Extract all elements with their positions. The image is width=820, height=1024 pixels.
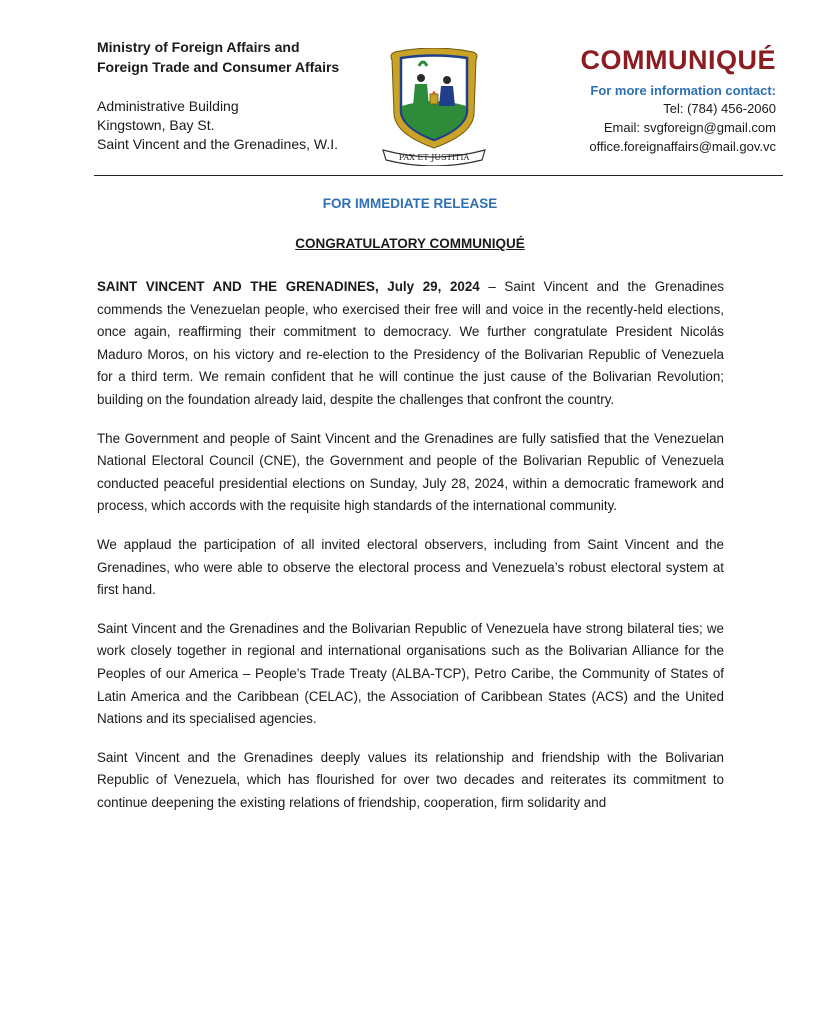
document-subject: CONGRATULATORY COMMUNIQUÉ [295,236,525,251]
dateline: SAINT VINCENT AND THE GRENADINES, July 29, 2024 [97,279,480,294]
crest-motto: PAX ET JUSTITIA [398,153,470,162]
paragraph-3: We applaud the participation of all invited electoral observers, including from Saint Vincent and the Grenadines, who were able to observe the electoral process and Venezuela’s robust electoral system at first hand. [97,536,724,598]
contact-email-primary: Email: svgforeign@gmail.com [603,120,776,135]
address-line3: Saint Vincent and the Grenadines, W.I. [97,136,339,152]
paragraph-1 [97,276,724,412]
paragraph-2: The Government and people of Saint Vincent and the Grenadines are fully satisfied that the Venezuelan National Electoral Council (CNE), the Government and people of the Bolivarian Republic of Venezuela conducted peaceful presidential elections on Sunday, July 28, 2024, within a democratic framework and process, which accords with the requisite high standards of the international community. [97,430,724,514]
contact-email-secondary: office.foreignaffairs@mail.gov.vc [589,139,776,154]
paragraph-4: Saint Vincent and the Grenadines and the Bolivarian Republic of Venezuela have strong bilateral ties; we work closely together in regional and international organisations such as the Bolivarian Alliance for the Peoples of our America – People’s Trade Treaty (ALBA-TCP), Petro Caribe, the Community of States of Latin America and the Caribbean (CELAC), the Association of Caribbean States (ACS) and the United Nations and its specialised agencies. [97,620,724,727]
communique-title: COMMUNIQUÉ [580,45,776,75]
paragraph-5: Saint Vincent and the Grenadines deeply values its relationship and friendship with the Bolivarian Republic of Venezuela, which has flourished for over two decades and reiterates its commitment to continue deepening the existing relations of friendship, cooperation, firm solidarity and [97,749,724,810]
release-label: FOR IMMEDIATE RELEASE [322,196,498,211]
header-divider [94,175,783,176]
address-line1: Administrative Building [97,98,239,114]
communique-body [97,276,724,830]
ministry-name-line2: Foreign Trade and Consumer Affairs [97,58,340,75]
contact-block [581,44,777,156]
contact-phone: Tel: (784) 456-2060 [663,101,776,116]
ministry-address [97,97,339,154]
coat-of-arms-icon [381,48,487,166]
address-line2: Kingstown, Bay St. [97,117,215,133]
contact-heading: For more information contact: [590,83,776,98]
ministry-header [97,38,339,154]
ministry-name-line1: Ministry of Foreign Affairs and [97,39,300,55]
paragraph-1-text: – Saint Vincent and the Grenadines commends the Venezuelan people, who exercised their free will and voice in the recently-held elections, once again, reaffirming their commitment to democracy. We further congratulate President Nicolás Maduro Moros, on his victory and re-election to the Presidency of the Bolivarian Republic of Venezuela for a third term. We remain confident that he will continue the just cause of the Bolivarian Revolution; building on the foundation already laid, despite the challenges that confront the country. [97,279,724,407]
